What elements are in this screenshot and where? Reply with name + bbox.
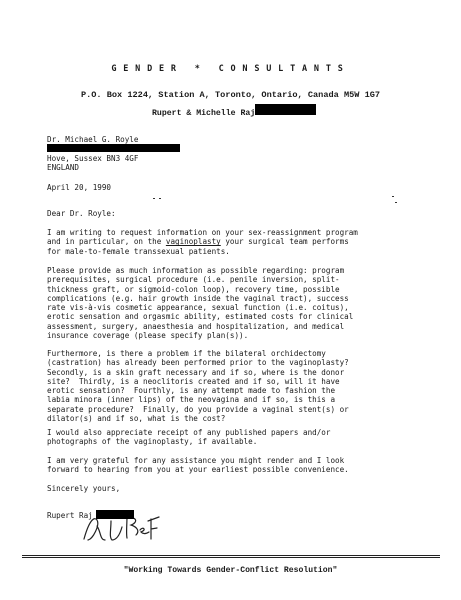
letterhead-organization-name: GENDER * CONSULTANTS xyxy=(111,64,350,74)
salutation: Dear Dr. Royle: xyxy=(47,209,116,218)
paragraph-line: for male-to-female transsexual patients. xyxy=(47,246,230,256)
paragraph-line: complications (e.g. hair growth inside the vaginal tract), success xyxy=(47,293,349,303)
paragraph-line: Secondly, is a skin graft necessary and if so, where is the donor xyxy=(47,367,345,377)
recipient-country: ENGLAND xyxy=(47,163,80,172)
letterhead-principals: Rupert & Michelle Raj xyxy=(152,109,256,118)
paragraph-line: Please provide as much information as possible regarding: program xyxy=(47,266,345,275)
closing: Sincerely yours, xyxy=(47,484,121,493)
paragraph-line: dilator(s) and if so, what is the cost? xyxy=(47,414,226,424)
letterhead-address: P.O. Box 1224, Station A, Toronto, Ontario, Canada M5W 1G7 xyxy=(80,90,381,100)
scan-speck xyxy=(153,198,155,199)
paragraph-line: labia minora (inner lips) of the neovagina and if so, is this a xyxy=(47,395,336,405)
footer-rule xyxy=(22,557,440,558)
recipient-name: Dr. Michael G. Royle xyxy=(47,135,139,144)
paragraph-line xyxy=(47,237,358,246)
paragraph-gratitude xyxy=(47,456,349,475)
paragraph-line: forward to hearing from you at your earliest possible convenience. xyxy=(47,465,349,475)
paragraph-line: thickness graft, or sigmoid-colon loop), recovery time, possible xyxy=(47,284,340,294)
line-text: and in particular, on the xyxy=(47,237,166,247)
paragraph-line: I am writing to request information on your sex-reassignment program xyxy=(47,228,358,237)
redaction-bar-recipient-address xyxy=(47,144,180,152)
scan-speck xyxy=(395,202,397,203)
paragraph-line: erotic sensation? Fourthly, is any attempt made to fashion the xyxy=(47,386,336,396)
paragraph-line: prerequisites, surgical procedure (i.e. penile inversion, split- xyxy=(47,275,340,285)
paragraph-line: rate vis-à-vis cosmetic appearance, sexual function (i.e. coitus), xyxy=(47,303,349,313)
paragraph-line: erotic sensation and orgasmic ability, estimated costs for clinical xyxy=(47,312,354,322)
paragraph-line: insurance coverage (please specify plan(s)). xyxy=(47,331,249,341)
recipient-city: Hove, Sussex BN3 4GF xyxy=(47,154,139,163)
line-text: your surgical team performs xyxy=(220,237,349,247)
paragraph-questions xyxy=(47,349,349,423)
scan-speck xyxy=(159,198,161,199)
paragraph-request xyxy=(47,228,358,256)
paragraph-information xyxy=(47,266,353,340)
paragraph-papers xyxy=(47,428,330,447)
paragraph-line: I would also appreciate receipt of any published papers and/or xyxy=(47,428,331,437)
redaction-bar-letterhead xyxy=(255,104,316,115)
footer-rule xyxy=(22,555,440,556)
paragraph-line: separate procedure? Finally, do you provide a vaginal stent(s) or xyxy=(47,404,349,414)
letter-date: April 20, 1990 xyxy=(47,183,112,192)
underlined-term: vaginoplasty xyxy=(165,237,221,247)
redaction-bar-signature xyxy=(96,510,134,519)
paragraph-line: Furthermore, is there a problem if the bilateral orchidectomy xyxy=(47,349,326,358)
footer-motto: "Working Towards Gender-Conflict Resolution" xyxy=(123,566,338,575)
scan-speck xyxy=(392,196,394,197)
signer-name: Rupert Raj xyxy=(47,511,93,520)
paragraph-line: I am very grateful for any assistance you might render and I look xyxy=(47,456,345,465)
paragraph-line: (castration) has already been performed prior to the vaginoplasty? xyxy=(47,358,349,368)
paragraph-line: site? Thirdly, is a neoclitoris created and if so, will it have xyxy=(47,376,340,386)
paragraph-line: assessment, surgery, anaesthesia and hospitalization, and medical xyxy=(47,321,345,331)
paragraph-line: photographs of the vaginoplasty, if available. xyxy=(47,437,258,447)
